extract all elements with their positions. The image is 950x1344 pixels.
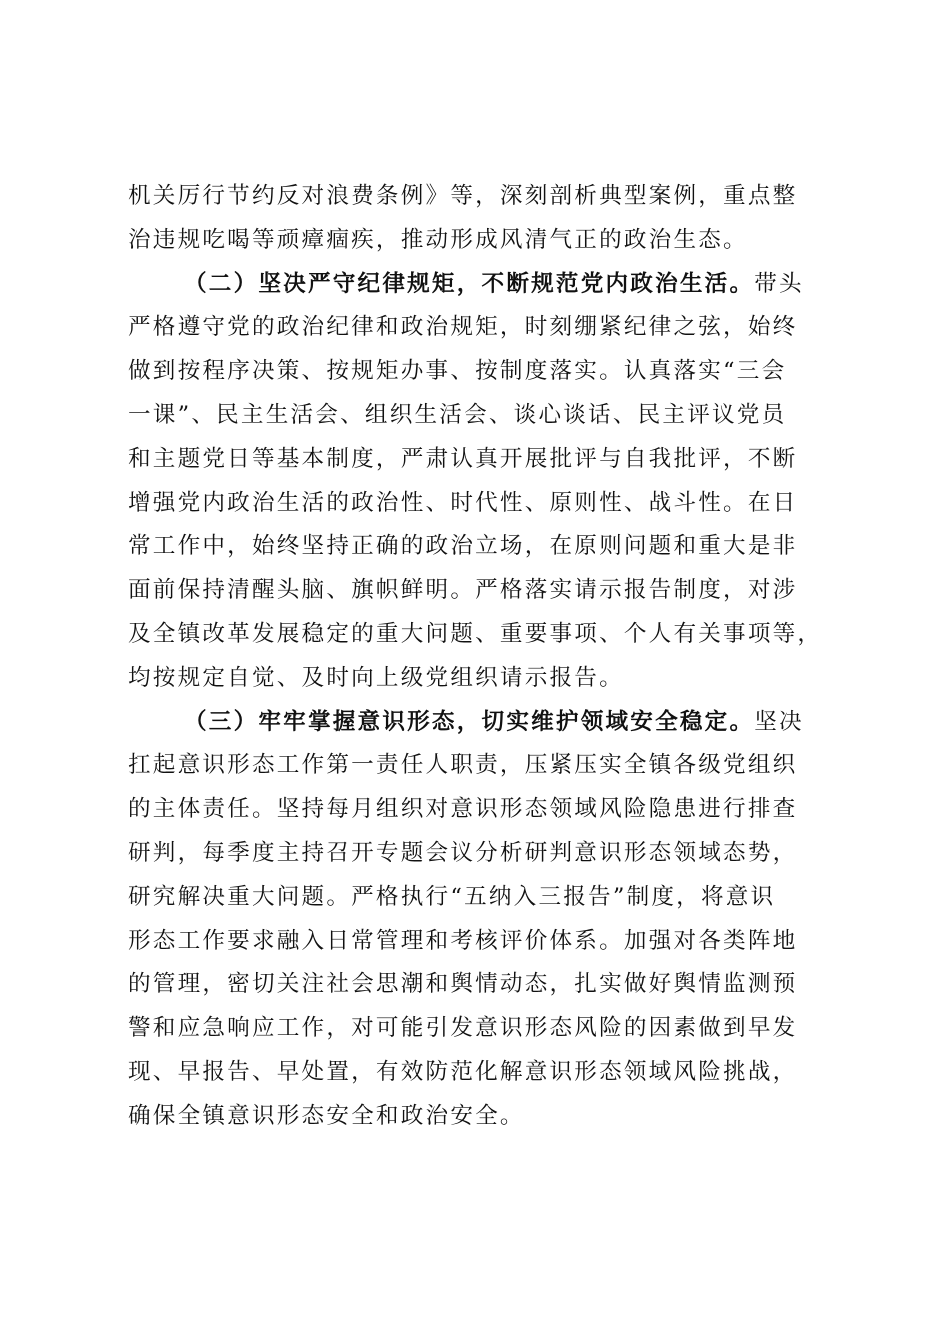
text-line: 形态工作要求融入日常管理和考核评价体系。加强对各类阵地 bbox=[128, 927, 798, 954]
text-line: 治违规吃喝等顽瘴痼疾，推动形成风清气正的政治生态。 bbox=[128, 226, 748, 253]
text-line: 研判，每季度主持召开专题会议分析研判意识形态领域态势， bbox=[128, 839, 798, 866]
text-line: 警和应急响应工作，对可能引发意识形态风险的因素做到早发 bbox=[128, 1015, 798, 1042]
text-line: 常工作中，始终坚持正确的政治立场，在原则问题和重大是非 bbox=[128, 533, 798, 560]
heading-tail-text: 带头 bbox=[754, 270, 804, 297]
section-heading-line bbox=[128, 263, 848, 307]
text-line: 严格遵守党的政治纪律和政治规矩，时刻绷紧纪律之弦，始终 bbox=[128, 314, 798, 341]
text-line: 机关厉行节约反对浪费条例》等，深刻剖析典型案例，重点整 bbox=[128, 183, 798, 209]
section-heading: （二）坚决严守纪律规矩，不断规范党内政治生活。 bbox=[184, 270, 755, 297]
text-line: 扛起意识形态工作第一责任人职责，压紧压实全镇各级党组织 bbox=[128, 752, 798, 779]
text-line: 和主题党日等基本制度，严肃认真开展批评与自我批评，不断 bbox=[128, 445, 798, 472]
text-line: 现、早报告、早处置，有效防范化解意识形态领域风险挑战， bbox=[128, 1058, 798, 1085]
paragraph-section-2 bbox=[128, 263, 848, 701]
section-heading-line bbox=[128, 701, 848, 745]
text-line: 增强党内政治生活的政治性、时代性、原则性、战斗性。在日 bbox=[128, 489, 798, 516]
text-line: 的管理，密切关注社会思潮和舆情动态，扎实做好舆情监测预 bbox=[128, 971, 798, 998]
heading-tail-text: 坚决 bbox=[754, 708, 804, 735]
text-line: 面前保持清醒头脑、旗帜鲜明。严格落实请示报告制度，对涉 bbox=[128, 577, 798, 604]
section-heading: （三）牢牢掌握意识形态，切实维护领域安全稳定。 bbox=[184, 708, 755, 735]
text-line: 及全镇改革发展稳定的重大问题、重要事项、个人有关事项等， bbox=[128, 620, 823, 647]
document-body bbox=[128, 175, 848, 1139]
text-line: 的主体责任。坚持每月组织对意识形态领域风险隐患进行排查 bbox=[128, 796, 798, 823]
text-line: 确保全镇意识形态安全和政治安全。 bbox=[128, 1102, 525, 1129]
text-line: 做到按程序决策、按规矩办事、按制度落实。认真落实“三会 bbox=[128, 358, 787, 385]
paragraph-continuation bbox=[128, 175, 848, 263]
text-line: 研究解决重大问题。严格执行“五纳入三报告”制度，将意识 bbox=[128, 883, 776, 910]
text-line: 一课”、民主生活会、组织生活会、谈心谈话、民主评议党员 bbox=[128, 401, 787, 428]
paragraph-section-3 bbox=[128, 701, 848, 1139]
text-line: 均按规定自觉、及时向上级党组织请示报告。 bbox=[128, 664, 624, 691]
